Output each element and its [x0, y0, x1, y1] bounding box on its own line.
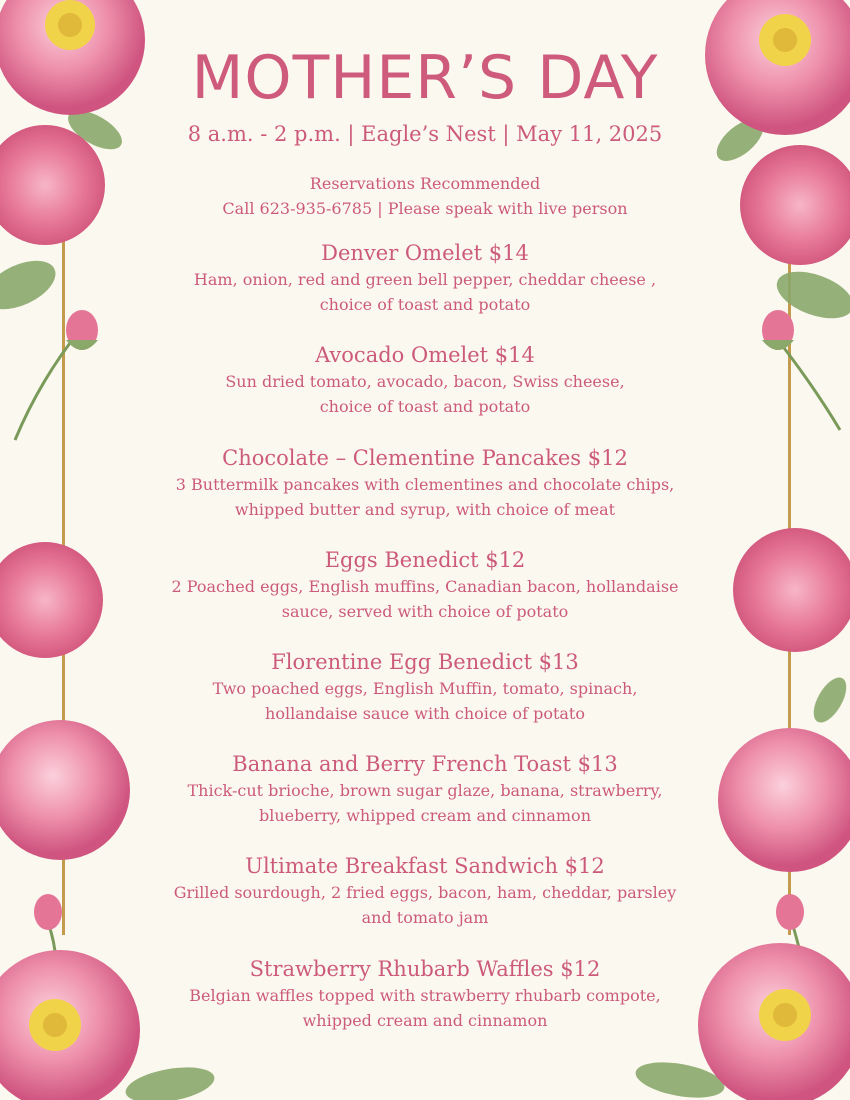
- item-desc-line: sauce, served with choice of potato: [281, 602, 569, 621]
- item-desc-line: choice of toast and potato: [319, 295, 531, 314]
- rose-icon: [0, 0, 145, 245]
- item-desc-line: choice of toast and potato: [319, 397, 531, 416]
- item-name: Strawberry Rhubarb Waffles $12: [249, 957, 601, 981]
- item-desc-line: Two poached eggs, English Muffin, tomato, spinach,: [212, 679, 638, 698]
- rose-icon: [0, 542, 130, 860]
- item-desc-line: Sun dried tomato, avocado, bacon, Swiss cheese,: [225, 372, 625, 391]
- item-desc-line: whipped cream and cinnamon: [302, 1011, 548, 1030]
- phone-line: Call 623-935-6785 | Please speak with live person: [222, 199, 628, 218]
- menu-item: [140, 955, 710, 1033]
- item-desc-line: Grilled sourdough, 2 fried eggs, bacon, ham, cheddar, parsley: [173, 883, 677, 902]
- rose-icon: [718, 528, 850, 872]
- rose-icon: [705, 0, 850, 265]
- menu-item: [140, 750, 710, 828]
- item-desc-line: 3 Buttermilk pancakes with clementines and chocolate chips,: [175, 475, 675, 494]
- event-details: 8 a.m. - 2 p.m. | Eagle’s Nest | May 11, 2025: [187, 122, 663, 146]
- item-desc-line: hollandaise sauce with choice of potato: [265, 704, 585, 723]
- page-title: MOTHER’S DAY: [191, 43, 659, 113]
- menu-item: [140, 648, 710, 726]
- menu-item: [140, 239, 710, 317]
- menu-item: [140, 852, 710, 930]
- item-desc-line: whipped butter and syrup, with choice of meat: [234, 500, 616, 519]
- item-name: Avocado Omelet $14: [315, 343, 535, 367]
- right-gold-divider: [788, 235, 791, 935]
- item-name: Ultimate Breakfast Sandwich $12: [245, 854, 605, 878]
- reservation-note: Reservations Recommended: [309, 174, 541, 193]
- item-desc-line: Belgian waffles topped with strawberry rhubarb compote,: [189, 986, 661, 1005]
- item-name: Chocolate – Clementine Pancakes $12: [222, 446, 628, 470]
- item-name: Denver Omelet $14: [321, 241, 529, 265]
- menu-item: [140, 546, 710, 624]
- menu-item: [140, 341, 710, 419]
- reservation-info: [140, 171, 710, 221]
- item-desc-line: Ham, onion, red and green bell pepper, cheddar cheese ,: [193, 270, 657, 289]
- item-name: Banana and Berry French Toast $13: [232, 752, 618, 776]
- item-name: Florentine Egg Benedict $13: [271, 650, 579, 674]
- menu-item: [140, 444, 710, 522]
- item-desc-line: 2 Poached eggs, English muffins, Canadian bacon, hollandaise: [171, 577, 679, 596]
- item-desc-line: blueberry, whipped cream and cinnamon: [258, 806, 591, 825]
- item-desc-line: and tomato jam: [361, 908, 489, 927]
- item-desc-line: Thick-cut brioche, brown sugar glaze, banana, strawberry,: [187, 781, 663, 800]
- left-gold-divider: [62, 225, 65, 935]
- item-name: Eggs Benedict $12: [324, 548, 526, 572]
